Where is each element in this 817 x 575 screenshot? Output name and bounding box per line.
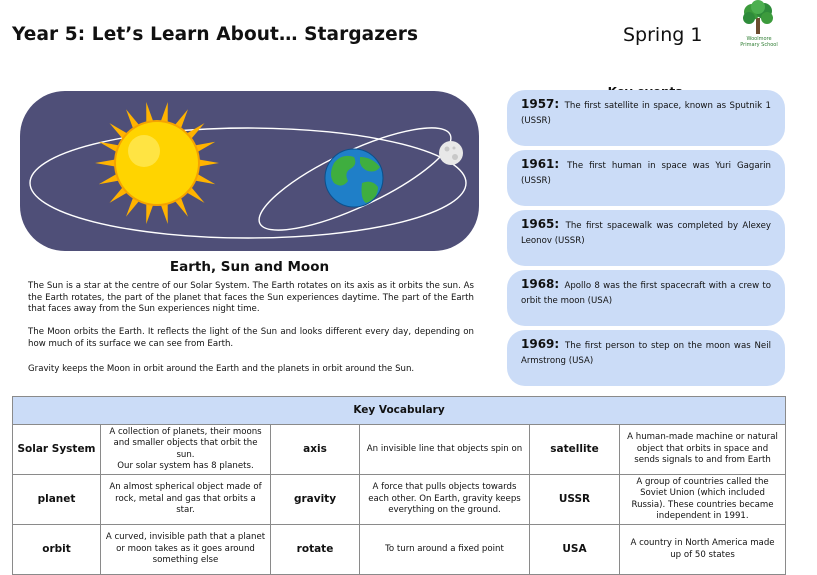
vocab-word: satellite bbox=[530, 425, 620, 475]
sun-earth-moon-diagram bbox=[20, 91, 479, 251]
earth-icon bbox=[325, 149, 383, 207]
event-year: 1957: bbox=[521, 97, 560, 111]
event-text: Apollo 8 was the first spacecraft with a crew to orbit the moon (USA) bbox=[521, 281, 772, 306]
vocab-word: rotate bbox=[271, 525, 360, 575]
event-text: The first person to step on the moon was Neil Armstrong (USA) bbox=[521, 341, 771, 366]
table-row bbox=[13, 425, 786, 475]
school-name bbox=[740, 36, 778, 48]
vocab-word: planet bbox=[13, 475, 101, 525]
section-title: Earth, Sun and Moon bbox=[169, 259, 330, 275]
table-row bbox=[13, 525, 786, 575]
term-label: Spring 1 bbox=[623, 24, 703, 46]
vocab-word: orbit bbox=[13, 525, 101, 575]
moon-icon bbox=[439, 141, 463, 165]
vocab-definition: A collection of planets, their moons and smaller objects that orbit the sun. Our solar system has 8 planets. bbox=[101, 425, 271, 475]
vocab-word: USSR bbox=[530, 475, 620, 525]
vocab-definition: An almost spherical object made of rock, metal and gas that orbits a star. bbox=[101, 475, 271, 525]
vocabulary-title: Key Vocabulary bbox=[13, 397, 786, 425]
event-year: 1968: bbox=[521, 277, 560, 291]
event-1969 bbox=[507, 330, 785, 386]
page-title: Year 5: Let’s Learn About… Stargazers bbox=[12, 24, 419, 45]
sun-ray bbox=[95, 159, 117, 167]
school-name-line1: Woolmore bbox=[746, 36, 772, 42]
vocab-definition: A group of countries called the Soviet Union (which included Russia). These countries became independent in 1991. bbox=[620, 475, 786, 525]
event-1965 bbox=[507, 210, 785, 266]
sun-icon bbox=[95, 102, 219, 224]
event-text: The first satellite in space, known as Sputnik 1 (USSR) bbox=[521, 101, 772, 126]
event-text: The first spacewalk was completed by Alexey Leonov (USSR) bbox=[521, 221, 772, 246]
paragraph-moon: The Moon orbits the Earth. It reflects the light of the Sun and looks different every day, depending on how much of its surface we can see from Earth. bbox=[28, 327, 474, 349]
paragraph-gravity: Gravity keeps the Moon in orbit around the Earth and the planets in orbit around the Sun. bbox=[28, 364, 415, 374]
tree-icon bbox=[738, 0, 778, 36]
school-name-line2: Primary School bbox=[740, 42, 778, 48]
vocab-definition: A force that pulls objects towards each other. On Earth, gravity keeps everything on the ground. bbox=[360, 475, 530, 525]
event-year: 1961: bbox=[521, 157, 560, 171]
vocab-word: Solar System bbox=[13, 425, 101, 475]
event-year: 1969: bbox=[521, 337, 560, 351]
earth-orbit bbox=[30, 128, 466, 238]
sun-ray bbox=[197, 159, 219, 167]
vocabulary-table bbox=[12, 396, 786, 575]
vocab-definition: An invisible line that objects spin on bbox=[360, 425, 530, 475]
vocab-word: USA bbox=[530, 525, 620, 575]
vocab-definition: A curved, invisible path that a planet or moon takes as it goes around something else bbox=[101, 525, 271, 575]
vocab-definition: A human-made machine or natural object that orbits in space and sends signals to and from Earth bbox=[620, 425, 786, 475]
vocab-definition: A country in North America made up of 50 states bbox=[620, 525, 786, 575]
table-row bbox=[13, 475, 786, 525]
event-year: 1965: bbox=[521, 217, 560, 231]
solar-system-illustration bbox=[20, 91, 479, 251]
event-1961 bbox=[507, 150, 785, 206]
paragraph-sun: The Sun is a star at the centre of our Solar System. The Earth rotates on its axis as it orbits the sun. As the Earth rotates, the part of the planet that faces the Sun experiences daytime. The part of the Earth that faces away from the Sun experiences night time. bbox=[28, 281, 474, 314]
vocab-word: axis bbox=[271, 425, 360, 475]
vocab-word: gravity bbox=[271, 475, 360, 525]
event-1968 bbox=[507, 270, 785, 326]
event-1957 bbox=[507, 90, 785, 146]
vocab-definition: To turn around a fixed point bbox=[360, 525, 530, 575]
event-text: The first human in space was Yuri Gagarin (USSR) bbox=[521, 161, 771, 186]
